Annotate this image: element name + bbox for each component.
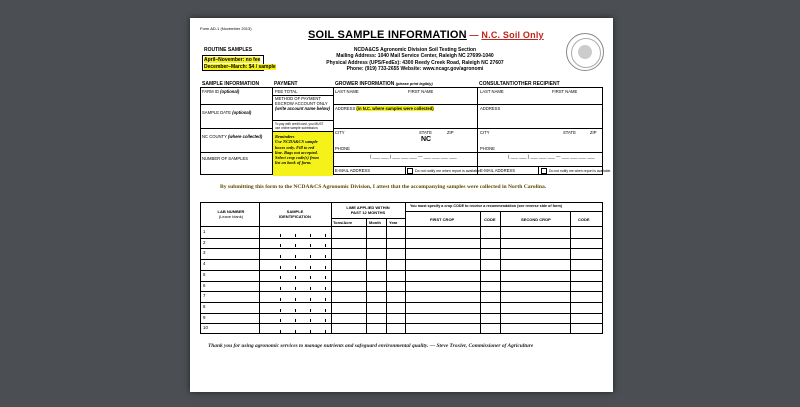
sample-id-header: [277, 209, 313, 219]
lime-header: [336, 205, 400, 215]
sample-date-note: (optional): [232, 110, 252, 115]
id-char-tick: [310, 287, 311, 290]
id-char-tick: [295, 244, 296, 247]
consultant-email-label: E-MAIL ADDRESS: [480, 168, 515, 173]
id-char-tick: [295, 276, 296, 279]
num-samples-input[interactable]: [202, 162, 270, 173]
table-row[interactable]: [200, 281, 603, 292]
reminder-2: boxes only. Fill to red: [275, 144, 315, 150]
month-header: Month: [369, 220, 381, 225]
table-row[interactable]: [200, 270, 603, 281]
id-char-tick: [280, 234, 281, 237]
id-char-tick: [325, 244, 326, 247]
table-row[interactable]: [200, 323, 603, 334]
farm-id-input[interactable]: [202, 94, 270, 103]
nc-county-note: (where collected): [228, 134, 263, 139]
consultant-city-label: CITY: [480, 130, 490, 135]
row-number: 6: [203, 282, 206, 288]
id-char-tick: [310, 255, 311, 258]
routine-line2: December–March: $4 / sample: [204, 64, 276, 70]
year-header: Year: [389, 220, 398, 225]
grower-address-input[interactable]: [335, 112, 475, 127]
consultant-city-input[interactable]: [480, 136, 600, 150]
reminders-text: [275, 134, 319, 166]
fee-total-label: FEE TOTAL: [275, 89, 298, 94]
row-number: 3: [203, 250, 206, 256]
section-sample-info: SAMPLE INFORMATION: [202, 81, 260, 87]
id-char-tick: [280, 287, 281, 290]
row-number: 5: [203, 271, 206, 277]
second-crop-header: SECOND CROP: [521, 217, 551, 222]
consultant-address-input[interactable]: [480, 112, 600, 127]
org-header: [320, 47, 510, 72]
id-char-tick: [280, 255, 281, 258]
sample-id-text-2: IDENTIFICATION: [279, 214, 311, 219]
grower-zip-input[interactable]: [447, 136, 475, 150]
routine-line1: April–November: no fee: [204, 57, 261, 63]
lab-number-header: [216, 209, 246, 219]
consultant-phone-label: PHONE: [480, 146, 495, 151]
title-main: SOIL SAMPLE INFORMATION: [308, 29, 467, 41]
id-char-tick: [325, 287, 326, 290]
consultant-notify: [541, 168, 611, 174]
grower-first-name-label: FIRST NAME: [408, 89, 434, 94]
farm-id-text: FARM ID: [202, 89, 219, 94]
id-char-tick: [325, 330, 326, 333]
reminder-4: Select crop code(s) from: [275, 155, 319, 161]
footer-quote: Thank you for using agronomic services to manage nutrients and safeguard environmental quality. — Steve Troxler, Commissioner of Agriculture: [208, 343, 534, 349]
nc-county-input[interactable]: [202, 140, 270, 151]
farm-id-note: (optional): [220, 89, 240, 94]
id-char-tick: [295, 309, 296, 312]
sample-date-input[interactable]: [202, 116, 270, 127]
consultant-notify-text: Do not notify me when report is available.: [549, 168, 612, 173]
id-char-tick: [280, 266, 281, 269]
id-char-tick: [310, 330, 311, 333]
row-number: 1: [203, 229, 206, 234]
nc-county-label: [202, 134, 262, 139]
grower-city-label: CITY: [335, 130, 345, 135]
title-dash: —: [466, 30, 482, 40]
id-char-tick: [325, 319, 326, 322]
grower-last-name-label: LAST NAME: [335, 89, 359, 94]
grower-state-label: STATE: [419, 130, 432, 135]
section-consultant: CONSULTANT/OTHER RECIPIENT: [479, 81, 560, 87]
consultant-state-label: STATE: [563, 130, 576, 135]
reminder-1: Use NCDA&CS sample: [275, 139, 318, 145]
grower-name-input[interactable]: [335, 94, 475, 103]
id-char-tick: [295, 330, 296, 333]
id-char-tick: [310, 244, 311, 247]
id-char-tick: [325, 309, 326, 312]
routine-heading: ROUTINE SAMPLES: [204, 47, 253, 53]
id-char-tick: [325, 255, 326, 258]
org-name: NCDA&CS Agronomic Division Soil Testing Section: [353, 47, 477, 53]
grower-address-label: [335, 106, 434, 111]
table-row[interactable]: [200, 259, 603, 270]
id-char-tick: [295, 234, 296, 237]
id-char-tick: [280, 309, 281, 312]
physical-address: Physical Address (UPS/FedEx): 4300 Reedy Creek Road, Raleigh NC 27607: [326, 59, 504, 66]
contact-line: Phone: (919) 733-2655 Website: www.ncagr.gov/agronomi: [346, 65, 484, 72]
row-number: 7: [203, 293, 206, 299]
consultant-name-input[interactable]: [480, 94, 600, 103]
table-row[interactable]: [200, 291, 603, 302]
form-id: Form AD-1 (November 2013): [200, 26, 252, 31]
id-char-tick: [310, 266, 311, 269]
table-row[interactable]: [200, 227, 603, 238]
consultant-address-label: ADDRESS: [480, 106, 501, 111]
grower-note: (please print legibly): [395, 82, 433, 86]
form-title: [308, 29, 544, 41]
grower-notify: [407, 168, 481, 174]
escrow-label: ESCROW ACCOUNT ONLY: [275, 101, 328, 106]
id-char-tick: [310, 309, 311, 312]
consultant-phone-format[interactable]: ( ___ ___ ) ___ ___ ___ — ___ ___ ___ ___: [508, 154, 595, 159]
id-char-tick: [310, 276, 311, 279]
code-header-2: CODE: [578, 217, 590, 222]
id-char-tick: [295, 319, 296, 322]
id-char-tick: [280, 276, 281, 279]
row-number: 10: [203, 325, 208, 331]
lab-number-text: LAB NUMBER: [217, 209, 245, 214]
table-row[interactable]: [200, 248, 603, 259]
mailing-address: Mailing Address: 1040 Mail Service Center, Raleigh NC 27699-1040: [336, 53, 494, 60]
crop-note: You must specify a crop CODE to receive a recommendation (see reverse side of form): [410, 204, 562, 208]
grower-notify-checkbox[interactable]: [407, 168, 413, 174]
grower-zip-label: ZIP: [447, 130, 454, 135]
id-char-tick: [310, 298, 311, 301]
form-page: [190, 18, 613, 392]
consultant-notify-checkbox[interactable]: [541, 168, 547, 174]
id-char-tick: [295, 255, 296, 258]
code-header-1: CODE: [484, 217, 496, 222]
consultant-last-name-label: LAST NAME: [480, 89, 504, 94]
grower-phone-label: PHONE: [335, 146, 350, 151]
lime-text-2: PAST 12 MONTHS: [350, 210, 386, 215]
grower-heading: GROWER INFORMATION: [335, 81, 395, 87]
reminder-5: list on back of form.: [275, 160, 312, 166]
id-char-tick: [280, 330, 281, 333]
method-label: METHOD OF PAYMENT: [275, 96, 321, 101]
grower-notify-text: Do not notify me when report is available.: [415, 168, 481, 173]
table-row[interactable]: [200, 238, 603, 249]
row-number: 9: [203, 314, 206, 320]
title-suffix: N.C. Soil Only: [481, 30, 544, 40]
table-row[interactable]: [200, 302, 603, 313]
grower-phone-format[interactable]: ( ___ ___ ) ___ ___ ___ — ___ ___ ___ ___: [370, 154, 457, 159]
table-row[interactable]: [200, 313, 603, 324]
routine-box: [202, 55, 276, 71]
id-char-tick: [295, 298, 296, 301]
consultant-zip-label: ZIP: [590, 130, 597, 135]
credit-note: To pay with credit card, you MUST: [275, 122, 324, 126]
row-number: 4: [203, 261, 206, 267]
consultant-first-name-label: FIRST NAME: [552, 89, 578, 94]
section-payment: PAYMENT: [274, 81, 298, 87]
credit-note-2: use online sample submission.: [275, 126, 319, 130]
attestation-statement: By submitting this form to the NCDA&CS Agronomic Division, I attest that the accompanying samples were collected in North Carolina.: [220, 184, 547, 190]
sample-id-text: SAMPLE: [286, 209, 304, 214]
id-char-tick: [310, 234, 311, 237]
id-char-tick: [280, 319, 281, 322]
sample-date-label: [202, 110, 251, 115]
id-char-tick: [325, 298, 326, 301]
sample-date-text: SAMPLE DATE: [202, 110, 232, 115]
lab-number-note: (Leave blank): [218, 214, 244, 219]
escrow-note: (write account name below): [275, 106, 330, 111]
escrow-account-input[interactable]: [275, 112, 331, 119]
num-samples-label: NUMBER OF SAMPLES: [202, 156, 249, 161]
id-char-tick: [325, 266, 326, 269]
grower-address-text: ADDRESS: [335, 106, 356, 111]
row-number: 2: [203, 239, 206, 245]
reminders-heading: Reminders: [275, 134, 295, 139]
first-crop-header: FIRST CROP: [430, 217, 455, 222]
id-char-tick: [280, 298, 281, 301]
lime-text: LIME APPLIED WITHIN: [346, 205, 390, 210]
id-char-tick: [310, 319, 311, 322]
tons-header: Tons/Acre: [333, 220, 353, 225]
nc-county-text: NC COUNTY: [202, 134, 227, 139]
ncda-seal-icon: [566, 33, 604, 71]
row-number: 8: [203, 303, 206, 309]
id-char-tick: [325, 276, 326, 279]
id-char-tick: [325, 234, 326, 237]
reminder-3: line. Bags not accepted.: [275, 149, 318, 155]
reminders-box: [273, 131, 333, 176]
id-char-tick: [295, 266, 296, 269]
id-char-tick: [295, 287, 296, 290]
id-char-tick: [280, 244, 281, 247]
grower-state-value: NC: [421, 136, 432, 143]
grower-email-label: E-MAIL ADDRESS: [335, 168, 370, 173]
grower-address-note: (in N.C. where samples were collected): [356, 106, 434, 111]
